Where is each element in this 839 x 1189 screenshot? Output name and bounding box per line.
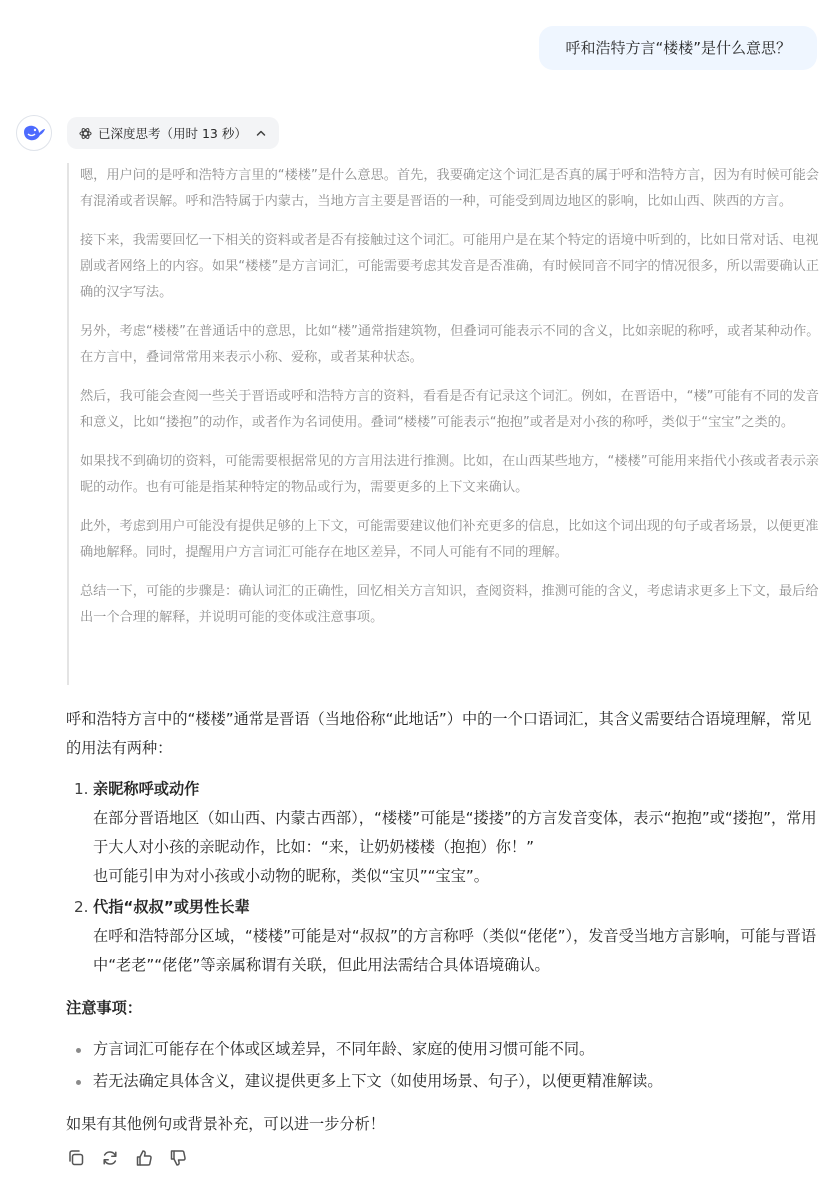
assistant-avatar (16, 115, 52, 151)
meaning-list (66, 775, 823, 980)
list-item-text: 在呼和浩特部分区域，“楼楼”可能是对“叔叔”的方言称呼（类似“佬佬”），发音受当地方言影响，可能与晋语中“老老”“佬佬”等亲属称谓有关联，但此用法需结合具体语境确认。 (93, 927, 817, 974)
whale-logo-icon (22, 123, 46, 143)
thumbs-up-icon[interactable] (133, 1147, 155, 1169)
answer-intro: 呼和浩特方言中的“楼楼”通常是晋语（当地俗称“此地话”）中的一个口语词汇，其含义需要结合语境理解，常见的用法有两种： (66, 710, 812, 757)
list-item-title: 亲昵称呼或动作 (93, 780, 200, 798)
list-item (66, 775, 823, 891)
notes-list (66, 1035, 823, 1096)
thinking-content (67, 163, 823, 685)
deep-thinking-label: 已深度思考（用时 13 秒） (98, 126, 247, 141)
bullet-dot (76, 1080, 81, 1085)
list-item-text: 在部分晋语地区（如山西、内蒙古西部），“楼楼”可能是“搂搂”的方言发音变体，表示“抱抱”或“搂抱”，常用于大人对小孩的亲昵动作，比如：“来，让奶奶楼楼（抱抱）你！” (93, 809, 817, 856)
thinking-paragraph: 总结一下，可能的步骤是：确认词汇的正确性，回忆相关方言知识，查阅资料，推测可能的含义，考虑请求更多上下文，最后给出一个合理的解释，并说明可能的变体或注意事项。 (80, 584, 819, 625)
thinking-paragraph: 嗯，用户问的是呼和浩特方言里的“楼楼”是什么意思。首先，我要确定这个词汇是否真的属于呼和浩特方言，因为有时候可能会有混淆或者误解。呼和浩特属于内蒙古，当地方言主要是晋语的一种，可能受到周边地区的影响，比如山西、陕西的方言。 (80, 168, 819, 209)
list-item-title: 代指“叔叔”或男性长辈 (93, 898, 250, 916)
list-item (66, 893, 823, 980)
list-item-text: 也可能引申为对小孩或小动物的昵称，类似“宝贝”“宝宝”。 (93, 867, 489, 885)
message-actions (65, 1147, 189, 1169)
user-message-bubble: 呼和浩特方言“楼楼”是什么意思？ (539, 26, 817, 70)
thinking-paragraph: 然后，我可能会查阅一些关于晋语或呼和浩特方言的资料，看看是否有记录这个词汇。例如，在晋语中，“楼”可能有不同的发音和意义，比如“搂抱”的动作，或者作为名词使用。叠词“楼楼”可能表示“抱抱”或者是对小孩的称呼，类似于“宝宝”之类的。 (80, 389, 819, 430)
bullet-dot (76, 1048, 81, 1053)
list-number: 2. (74, 898, 89, 916)
thumbs-down-icon[interactable] (167, 1147, 189, 1169)
atom-icon (79, 127, 92, 140)
thinking-paragraph: 此外，考虑到用户可能没有提供足够的上下文，可能需要建议他们补充更多的信息，比如这个词出现的句子或者场景，以便更准确地解释。同时，提醒用户方言词汇可能存在地区差异，不同人可能有不同的理解。 (80, 519, 819, 560)
thinking-paragraph: 接下来，我需要回忆一下相关的资料或者是否有接触过这个词汇。可能用户是在某个特定的语境中听到的，比如日常对话、电视剧或者网络上的内容。如果“楼楼”是方言词汇，可能需要考虑其发音是否准确，有时候同音不同字的情况很多，所以需要确认正确的汉字写法。 (80, 233, 819, 300)
answer-outro: 如果有其他例句或背景补充，可以进一步分析！ (66, 1115, 385, 1133)
note-item (66, 1035, 823, 1064)
chevron-up-icon (255, 127, 267, 139)
note-text: 若无法确定具体含义，建议提供更多上下文（如使用场景、句子），以便更精准解读。 (93, 1072, 663, 1090)
assistant-answer (66, 705, 823, 1139)
notes-heading: 注意事项： (66, 999, 142, 1017)
note-item (66, 1067, 823, 1096)
note-text: 方言词汇可能存在个体或区域差异，不同年龄、家庭的使用习惯可能不同。 (93, 1040, 595, 1058)
deep-thinking-toggle[interactable] (67, 117, 279, 149)
thinking-paragraph: 另外，考虑“楼楼”在普通话中的意思，比如“楼”通常指建筑物，但叠词可能表示不同的含义，比如亲昵的称呼，或者某种动作。在方言中，叠词常常用来表示小称、爱称，或者某种状态。 (80, 324, 820, 365)
regenerate-icon[interactable] (99, 1147, 121, 1169)
thinking-paragraph: 如果找不到确切的资料，可能需要根据常见的方言用法进行推测。比如，在山西某些地方，“楼楼”可能用来指代小孩或者表示亲昵的动作。也有可能是指某种特定的物品或行为，需要更多的上下文来确认。 (80, 454, 819, 495)
copy-icon[interactable] (65, 1147, 87, 1169)
list-number: 1. (74, 780, 89, 798)
